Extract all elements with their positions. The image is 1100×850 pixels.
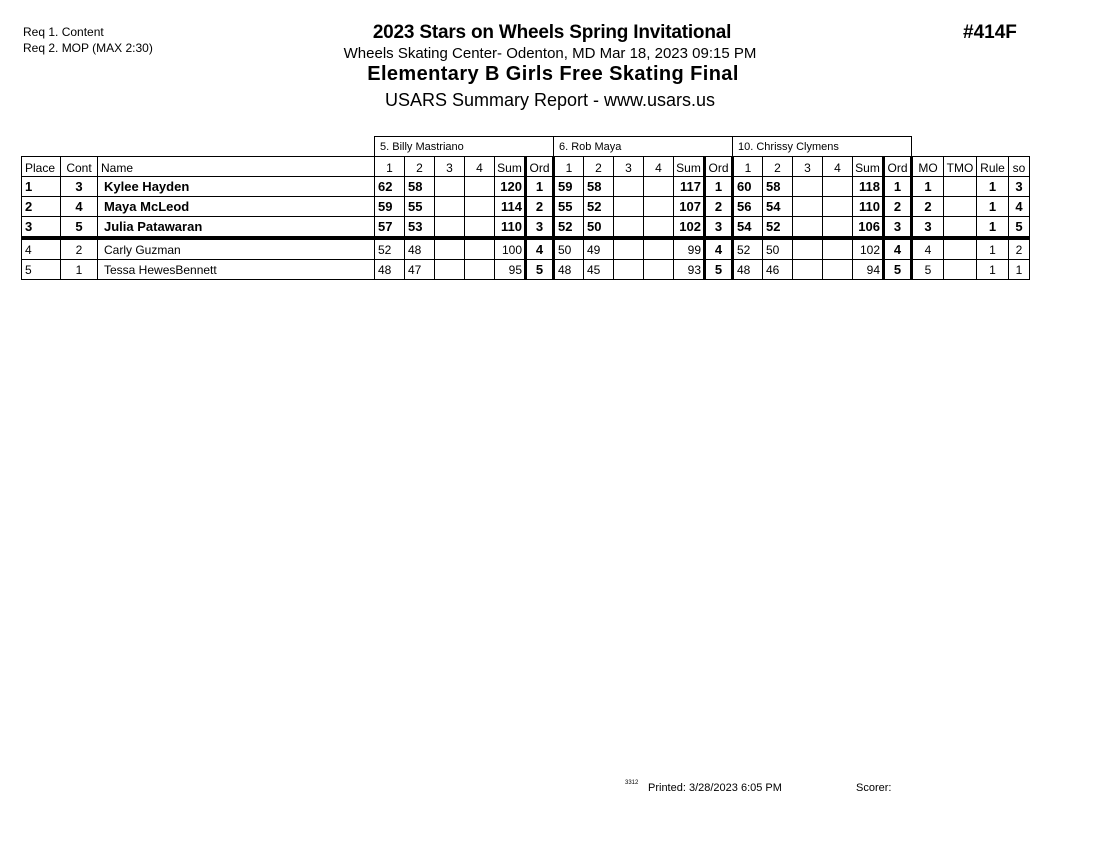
sum-cell: 114 — [495, 197, 526, 217]
judge-spacer — [912, 137, 1030, 157]
score-cell: 55 — [554, 197, 584, 217]
score-cell: 52 — [733, 238, 763, 260]
event-number: #414F — [963, 22, 1017, 43]
score-cell — [793, 238, 823, 260]
judge-header-row — [22, 137, 1030, 157]
ordinal-cell: 1 — [705, 177, 733, 197]
score-cell: 48 — [375, 260, 405, 280]
ordinal-cell: 4 — [884, 238, 912, 260]
table-row — [22, 197, 1030, 217]
table-row — [22, 177, 1030, 197]
sum-cell: 107 — [674, 197, 705, 217]
score-cell — [465, 217, 495, 239]
score-cell: 48 — [405, 238, 435, 260]
score-cell — [435, 217, 465, 239]
rule-cell: 1 — [977, 177, 1009, 197]
col-header-judge-2: Sum — [674, 157, 705, 177]
col-header-judge-2: 1 — [554, 157, 584, 177]
col-header-judge-1: Sum — [495, 157, 526, 177]
score-cell — [823, 238, 853, 260]
ordinal-cell: 5 — [884, 260, 912, 280]
score-cell: 52 — [763, 217, 793, 239]
ordinal-cell: 3 — [884, 217, 912, 239]
score-cell — [614, 260, 644, 280]
col-header-judge-2: Ord — [705, 157, 733, 177]
score-cell — [793, 217, 823, 239]
col-header-judge-3: 1 — [733, 157, 763, 177]
score-cell — [614, 177, 644, 197]
sum-cell: 110 — [853, 197, 884, 217]
judge-name: 6. Rob Maya — [554, 137, 733, 157]
score-cell: 57 — [375, 217, 405, 239]
ordinal-cell: 2 — [526, 197, 554, 217]
rule-cell: 1 — [977, 217, 1009, 239]
score-cell: 58 — [584, 177, 614, 197]
col-header-cont: Cont — [61, 157, 98, 177]
place-cell: 2 — [22, 197, 61, 217]
tmo-cell — [944, 217, 977, 239]
score-cell: 48 — [554, 260, 584, 280]
score-cell: 55 — [405, 197, 435, 217]
col-header-judge-2: 3 — [614, 157, 644, 177]
requirement-1: Req 1. Content — [23, 25, 104, 39]
printed-timestamp: Printed: 3/28/2023 6:05 PM — [648, 782, 782, 794]
score-cell — [435, 177, 465, 197]
cont-cell: 1 — [61, 260, 98, 280]
ordinal-cell: 5 — [705, 260, 733, 280]
scorer-label: Scorer: — [856, 782, 892, 794]
skater-name: Kylee Hayden — [98, 177, 375, 197]
col-header-judge-1: 3 — [435, 157, 465, 177]
score-cell: 58 — [763, 177, 793, 197]
so-cell: 2 — [1009, 238, 1030, 260]
column-header-row — [22, 157, 1030, 177]
score-cell — [644, 260, 674, 280]
venue-line: Wheels Skating Center- Odenton, MD Mar 18, 2023 09:15 PM — [343, 45, 757, 62]
score-cell — [465, 238, 495, 260]
rule-cell: 1 — [977, 197, 1009, 217]
judge-name: 10. Chrissy Clymens — [733, 137, 912, 157]
col-header-rule: Rule — [977, 157, 1009, 177]
col-header-judge-2: 2 — [584, 157, 614, 177]
col-header-judge-1: 1 — [375, 157, 405, 177]
ordinal-cell: 3 — [526, 217, 554, 239]
sum-cell: 94 — [853, 260, 884, 280]
score-cell: 54 — [763, 197, 793, 217]
score-cell: 47 — [405, 260, 435, 280]
score-cell: 58 — [405, 177, 435, 197]
ordinal-cell: 4 — [526, 238, 554, 260]
col-header-judge-3: Sum — [853, 157, 884, 177]
cont-cell: 4 — [61, 197, 98, 217]
mo-cell: 3 — [912, 217, 944, 239]
sum-cell: 117 — [674, 177, 705, 197]
score-cell: 45 — [584, 260, 614, 280]
skater-name: Tessa HewesBennett — [98, 260, 375, 280]
score-cell — [614, 238, 644, 260]
score-cell: 52 — [554, 217, 584, 239]
tmo-cell — [944, 260, 977, 280]
score-cell: 49 — [584, 238, 614, 260]
event-title: Elementary B Girls Free Skating Final — [367, 63, 739, 85]
place-cell: 3 — [22, 217, 61, 239]
tmo-cell — [944, 197, 977, 217]
score-cell: 48 — [733, 260, 763, 280]
table-row — [22, 238, 1030, 260]
judge-spacer — [22, 137, 375, 157]
ordinal-cell: 4 — [705, 238, 733, 260]
results-table — [21, 136, 1030, 280]
requirement-2: Req 2. MOP (MAX 2:30) — [23, 41, 153, 55]
sum-cell: 102 — [853, 238, 884, 260]
place-cell: 1 — [22, 177, 61, 197]
score-cell — [823, 260, 853, 280]
col-header-so: so — [1009, 157, 1030, 177]
score-cell — [435, 197, 465, 217]
so-cell: 5 — [1009, 217, 1030, 239]
score-cell: 53 — [405, 217, 435, 239]
mo-cell: 4 — [912, 238, 944, 260]
score-cell — [435, 238, 465, 260]
ordinal-cell: 2 — [705, 197, 733, 217]
sum-cell: 93 — [674, 260, 705, 280]
score-cell — [823, 177, 853, 197]
score-cell: 50 — [554, 238, 584, 260]
cont-cell: 5 — [61, 217, 98, 239]
place-cell: 5 — [22, 260, 61, 280]
col-header-name: Name — [98, 157, 375, 177]
score-cell: 59 — [375, 197, 405, 217]
score-cell — [435, 260, 465, 280]
score-cell: 50 — [584, 217, 614, 239]
score-cell — [644, 177, 674, 197]
col-header-judge-3: 3 — [793, 157, 823, 177]
mo-cell: 2 — [912, 197, 944, 217]
sum-cell: 102 — [674, 217, 705, 239]
score-cell — [793, 197, 823, 217]
so-cell: 4 — [1009, 197, 1030, 217]
table-row — [22, 260, 1030, 280]
score-cell: 46 — [763, 260, 793, 280]
so-cell: 1 — [1009, 260, 1030, 280]
score-cell — [793, 177, 823, 197]
judge-name: 5. Billy Mastriano — [375, 137, 554, 157]
score-cell: 59 — [554, 177, 584, 197]
sum-cell: 100 — [495, 238, 526, 260]
score-cell — [465, 260, 495, 280]
sum-cell: 99 — [674, 238, 705, 260]
col-header-mo: MO — [912, 157, 944, 177]
sum-cell: 118 — [853, 177, 884, 197]
rule-cell: 1 — [977, 260, 1009, 280]
report-title: USARS Summary Report - www.usars.us — [384, 90, 716, 110]
score-cell — [793, 260, 823, 280]
skater-name: Maya McLeod — [98, 197, 375, 217]
ordinal-cell: 1 — [526, 177, 554, 197]
sum-cell: 110 — [495, 217, 526, 239]
mo-cell: 1 — [912, 177, 944, 197]
table-row — [22, 217, 1030, 239]
footer-code: 3312 — [625, 780, 639, 786]
ordinal-cell: 3 — [705, 217, 733, 239]
ordinal-cell: 5 — [526, 260, 554, 280]
score-cell: 62 — [375, 177, 405, 197]
score-cell: 52 — [375, 238, 405, 260]
score-cell — [644, 217, 674, 239]
tmo-cell — [944, 177, 977, 197]
competition-title: 2023 Stars on Wheels Spring Invitational — [372, 22, 732, 43]
cont-cell: 2 — [61, 238, 98, 260]
ordinal-cell: 2 — [884, 197, 912, 217]
sum-cell: 106 — [853, 217, 884, 239]
so-cell: 3 — [1009, 177, 1030, 197]
skater-name: Julia Patawaran — [98, 217, 375, 239]
score-cell — [644, 238, 674, 260]
score-cell — [614, 217, 644, 239]
place-cell: 4 — [22, 238, 61, 260]
score-cell: 56 — [733, 197, 763, 217]
col-header-place: Place — [22, 157, 61, 177]
col-header-judge-2: 4 — [644, 157, 674, 177]
col-header-judge-1: 4 — [465, 157, 495, 177]
score-cell — [823, 197, 853, 217]
score-cell: 50 — [763, 238, 793, 260]
tmo-cell — [944, 238, 977, 260]
score-cell: 54 — [733, 217, 763, 239]
cont-cell: 3 — [61, 177, 98, 197]
score-cell — [465, 177, 495, 197]
col-header-judge-1: 2 — [405, 157, 435, 177]
skater-name: Carly Guzman — [98, 238, 375, 260]
col-header-tmo: TMO — [944, 157, 977, 177]
score-cell — [614, 197, 644, 217]
sum-cell: 95 — [495, 260, 526, 280]
score-cell — [823, 217, 853, 239]
score-cell — [465, 197, 495, 217]
score-cell: 52 — [584, 197, 614, 217]
ordinal-cell: 1 — [884, 177, 912, 197]
score-cell — [644, 197, 674, 217]
rule-cell: 1 — [977, 238, 1009, 260]
mo-cell: 5 — [912, 260, 944, 280]
sum-cell: 120 — [495, 177, 526, 197]
col-header-judge-1: Ord — [526, 157, 554, 177]
score-cell: 60 — [733, 177, 763, 197]
col-header-judge-3: Ord — [884, 157, 912, 177]
col-header-judge-3: 2 — [763, 157, 793, 177]
col-header-judge-3: 4 — [823, 157, 853, 177]
